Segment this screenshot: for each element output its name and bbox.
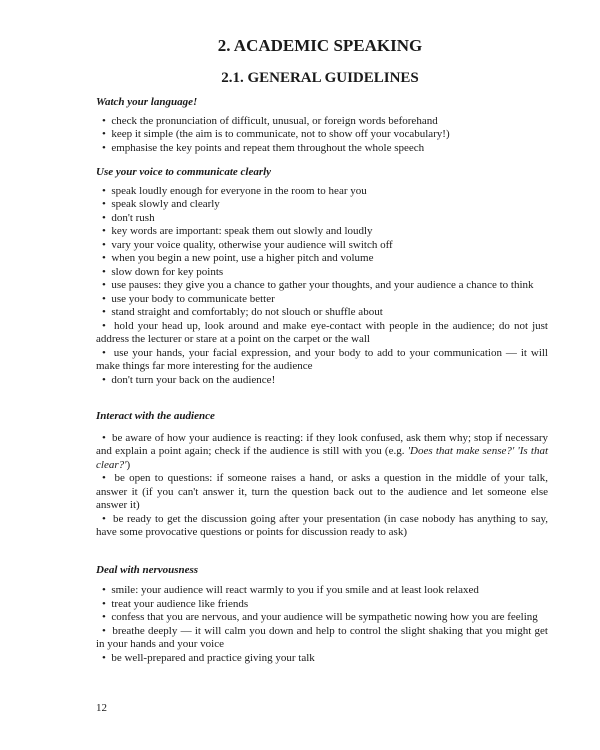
bullet-list	[96, 185, 548, 280]
paragraph-list	[96, 279, 548, 387]
example-quote: 'Does that make sense?' 'Is that clear?'	[96, 445, 549, 471]
bullet-list	[96, 115, 548, 156]
list-item: • emphasise the key points and repeat them throughout the whole speech	[96, 142, 548, 156]
list-item: • be well-prepared and practice giving your talk	[96, 652, 548, 666]
list-item: • vary your voice quality, otherwise your audience will switch off	[96, 239, 548, 253]
list-item: • use your body to communicate better	[96, 293, 548, 307]
list-item	[96, 432, 548, 473]
list-item: • be open to questions: if someone raises a hand, or asks a question in the middle of your talk, answer it (if you can't answer it, turn the question back out to the audience and let someone else answer it)	[96, 472, 548, 513]
list-item: • check the pronunciation of difficult, unusual, or foreign words beforehand	[96, 115, 548, 129]
list-item: • breathe deeply — it will calm you down and help to control the slight shaking that you might get in your hands and your voice	[96, 625, 548, 652]
paragraph-list	[96, 611, 548, 665]
section-nervousness	[96, 564, 548, 666]
list-item: • speak loudly enough for everyone in the room to hear you	[96, 185, 548, 199]
page-number: 12	[96, 702, 107, 714]
item-text: be aware of how your audience is reacting: if they look confused, ask them why; stop if necessary and explain a point again; check if the audience is still with you (e.g.	[96, 431, 548, 457]
section-interact	[96, 410, 548, 540]
list-item: • slow down for key points	[96, 266, 548, 280]
list-item: • use your hands, your facial expression, and your body to add to your communication — it will make things far more interesting for the audience	[96, 347, 548, 374]
list-item: • use pauses: they give you a chance to gather your thoughts, and your audience a chance to think	[96, 279, 548, 293]
list-item: • don't turn your back on the audience!	[96, 374, 548, 388]
list-item: • keep it simple (the aim is to communicate, not to show off your vocabulary!)	[96, 128, 548, 142]
list-item: • hold your head up, look around and make eye-contact with people in the audience; do not just address the lecturer or stare at a point on the carpet or the wall	[96, 320, 548, 347]
section-title: Use your voice to communicate clearly	[96, 166, 272, 178]
list-item: • don't rush	[96, 212, 548, 226]
list-item: • speak slowly and clearly	[96, 198, 548, 212]
list-item: • when you begin a new point, use a higher pitch and volume	[96, 252, 548, 266]
section-heading: 2.1. GENERAL GUIDELINES	[221, 70, 419, 86]
list-item: • stand straight and comfortably; do not slouch or shuffle about	[96, 306, 548, 320]
section-title: Watch your language!	[96, 96, 198, 108]
section-title: Deal with nervousness	[96, 563, 199, 576]
section-watch-language	[96, 96, 548, 155]
paragraph-list	[96, 432, 548, 540]
list-item: • treat your audience like friends	[96, 598, 548, 612]
section-voice	[96, 166, 548, 387]
bullet-list	[96, 584, 548, 611]
list-item: • smile: your audience will react warmly to you if you smile and at least look relaxed	[96, 584, 548, 598]
item-text: )	[126, 458, 131, 471]
list-item: • confess that you are nervous, and your audience will be sympathetic nowing how you are feeling	[96, 611, 548, 625]
list-item: • be ready to get the discussion going after your presentation (in case nobody has anything to say, have some provocative questions or points for discussion ready to ask)	[96, 513, 548, 540]
list-item: • key words are important: speak them out slowly and loudly	[96, 225, 548, 239]
chapter-heading: 2. ACADEMIC SPEAKING	[217, 36, 423, 55]
section-title: Interact with the audience	[96, 410, 215, 422]
page-content	[96, 96, 548, 665]
